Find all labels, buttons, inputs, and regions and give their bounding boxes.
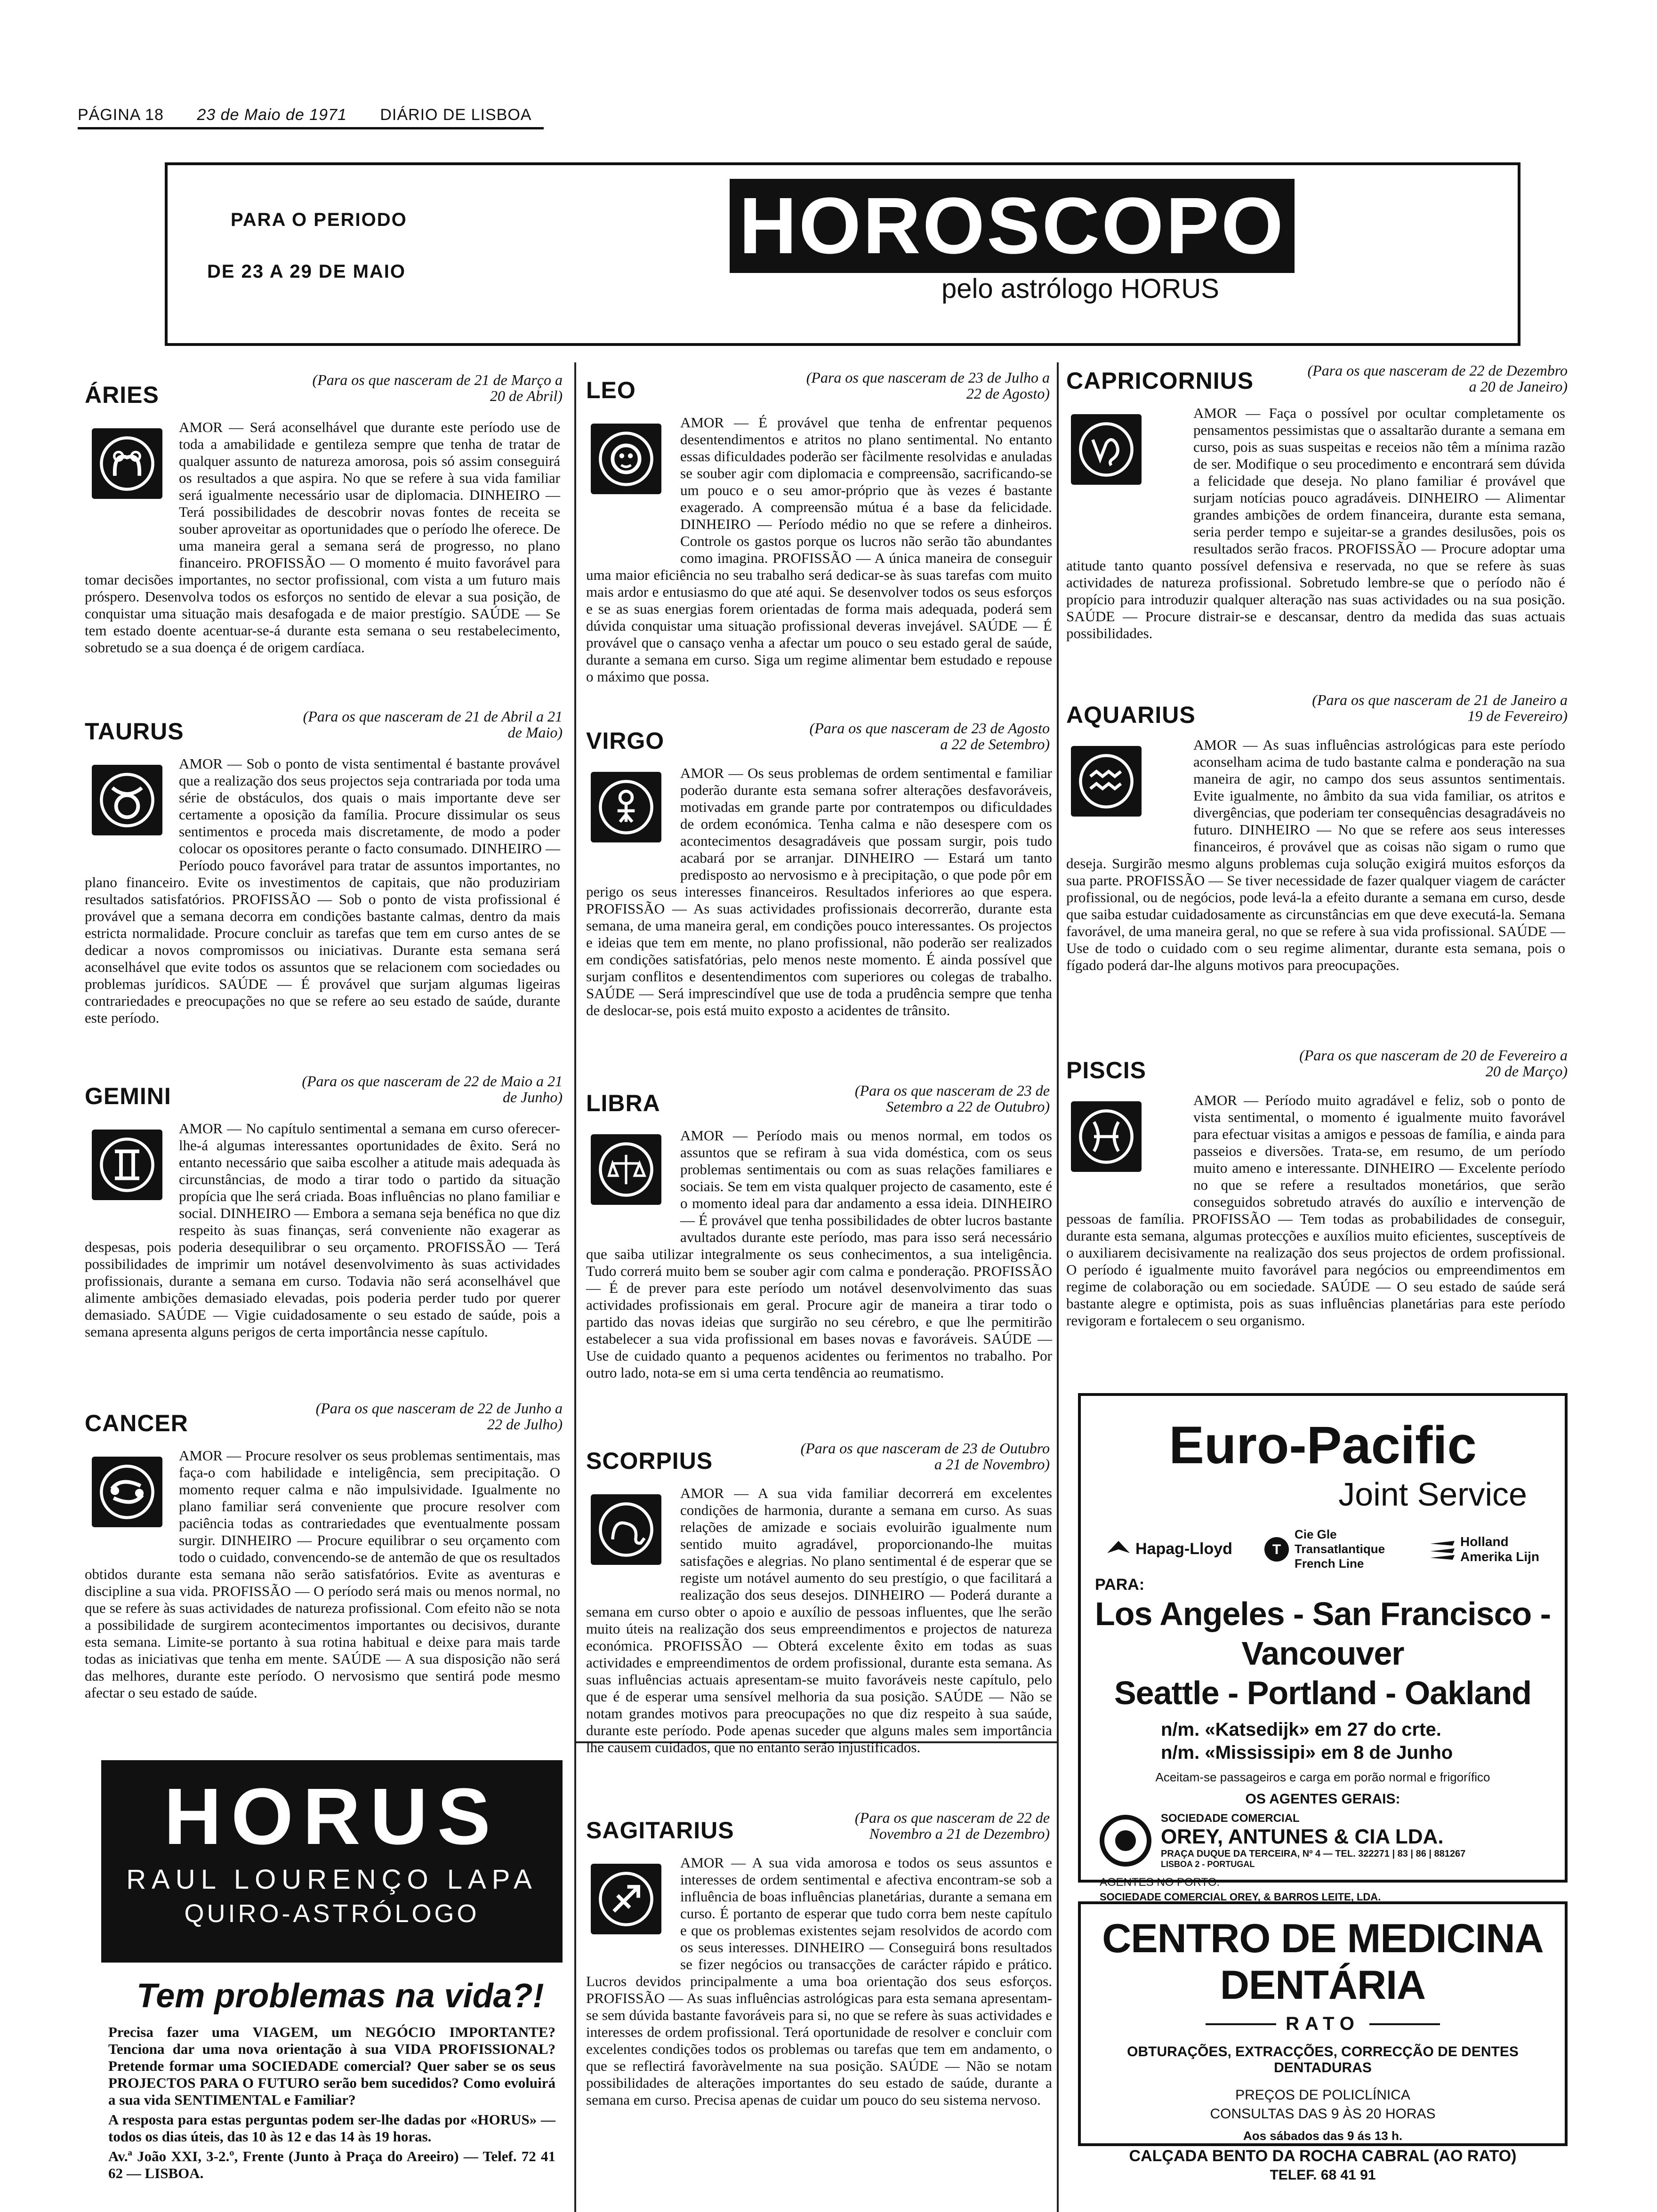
astrologer-byline: pelo astrólogo HORUS [941, 273, 1219, 304]
orey-antunes-logo-icon [1100, 1815, 1151, 1867]
dental-services: OBTURAÇÕES, EXTRACÇÕES, CORRECÇÃO DE DENTES DENTADURAS [1127, 2044, 1519, 2076]
cargo-note: Aceitam-se passageiros e carga em porão normal e frigorífico [1155, 1770, 1490, 1784]
issue-date: 23 de Maio de 1971 [197, 106, 347, 124]
leo-text: AMOR — É provável que tenha de enfrentar pequenos desentendimentos e atritos no plano sentimental. No entanto essas dificuldades poderão ser fàcilmente resolvidas e anuladas se souber agir com diplomacia e compreensão, sacrificando-se um pouco e o seu amor-próprio que às vezes é bastante exagerado. A compreensão mútua é a base da felicidade. DINHEIRO — Período médio no que se refere a dinheiros. Controle os gastos porque os lucros não serão tão abundantes como imagina. PROFISSÃO — A única maneira de conseguir uma maior eficiência no seu trabalho será dedicar-se às suas tarefas com muito mais ardor e entusiasmo do que até aqui. Se desenvolver todos os seus esforços e se as suas energias forem orientadas de forma mais adequada, poderá sem dúvida conquistar uma situação profissional deveras invejável. SAÚDE — É provável que o cansaço venha a afectar um pouco o seu estado geral de saúde, durante a semana em curso. Siga um regime alimentar bem estudado e repouse o máximo que possa. [586, 414, 1052, 685]
gemini-text: AMOR — No capítulo sentimental a semana em curso oferecer-lhe-á algumas interessantes oportunidades de êxito. Será no entanto necessário que saiba escolher a atitude mais adequada às circunstâncias, de modo a tirar todo o partido da situação propícia que lhe será criada. Boas influências no plano familiar e social. DINHEIRO — Embora a semana seja benéfica no que diz respeito às suas finanças, será conveniente não exagerar as despesas, pois poderia desequilibrar o seu orçamento. PROFISSÃO — Terá possibilidades de imprimir um notável desenvolvimento às suas actividades profissionais, durante a semana em curso. Todavia não será aconselhável que alimente ambições demasiado elevadas, pois poderia perder tudo por querer demasiado. SAÚDE — Vigie cuidadosamente o seu estado de saúde, pois a semana apresenta alguns perigos de certa importância nesse capítulo. [85, 1120, 561, 1340]
scorpius-title: SCORPIUS [586, 1448, 713, 1474]
period-line-1: PARA O PERIODO [231, 209, 407, 230]
destinations-line-1: Los Angeles - San Francisco - Vancouver [1094, 1595, 1551, 1672]
dental-sub-row [1081, 2013, 1565, 2035]
svg-text:T: T [1272, 1541, 1281, 1557]
capricornius-dates: (Para os que nasceram de 22 de Dezembro a 20 de Janeiro) [1307, 362, 1568, 395]
euro-pacific-subtitle: Joint Service [1338, 1476, 1527, 1513]
dental-title: CENTRO DE MEDICINA DENTÁRIA [1102, 1916, 1544, 2008]
agent-company-name: OREY, ANTUNES & CIA LDA. [1161, 1825, 1444, 1848]
leo-title: LEO [586, 377, 636, 403]
destinations-label: PARA: [1095, 1576, 1145, 1594]
taurus-text: AMOR — Sob o ponto de vista sentimental é bastante provável que a realização dos seus projectos seja contrariada por toda uma série de obstáculos, dos quais o mais importante deve ser certamente a oposição da família. Procure dissimular os seus sentimentos e proceda mais discretamente, de modo a poder colocar os opositores perante o facto consumado. DINHEIRO — Período pouco favorável para tratar de assuntos importantes, no plano financeiro. Evite os investimentos de capitais, que não produziriam resultados satisfatórios. PROFISSÃO — Sob o ponto de vista profissional é provável que a semana decorra em condições bastante calmas, dentro da mais estricta normalidade. Procure concluir as tarefas que tem em curso antes de se dedicar a novos compromissos ou iniciativas. Durante esta semana será aconselhável que evite todos os assuntos que se relacionem com sociedades ou problemas jurídicos. SAÚDE — É provável que surjam algumas ligeiras contrariedades e preocupações no que se refere ao seu estado de saúde, durante este período. [85, 755, 560, 1026]
cancer-text: AMOR — Procure resolver os seus problemas sentimentais, mas faça-o com habilidade e inteligência, sem precipitação. O momento requer calma e não impulsividade. Igualmente no plano familiar será conveniente que procure resolver com paciência todas as contrariedades que eventualmente possam surgir. DINHEIRO — Procure equilibrar o seu orçamento com todo o cuidado, convencendo-se de antemão de que os resultados obtidos durante esta semana não serão satisfatórios. Evite as aventuras e discipline a sua vida. PROFISSÃO — O período será mais ou menos normal, no que se refere às suas actividades de natureza profissional. Com efeito não se nota a possibilidade de surgirem acontecimentos importantes ou decisivos, durante esta semana. Limite-se portanto à sua rotina habitual e deixe para mais tarde todas as iniciativas que tenha em mente. SAÚDE — A sua disposição não será das melhores, durante este período. O nervosismo que sentirá pode mesmo afectar o seu estado de saúde. [85, 1447, 560, 1701]
carrier-french-line: T Cie Gle Transatlantique French Line [1263, 1527, 1398, 1571]
libra-title: LIBRA [586, 1090, 660, 1116]
column-rule-2 [1057, 362, 1059, 2212]
horoscope-title: HOROSCOPO [730, 179, 1295, 273]
porto-agents-label: AGENTES NO PORTO: [1100, 1876, 1220, 1889]
header-rule [78, 127, 544, 129]
virgo-title: VIRGO [586, 728, 665, 754]
ship-1: n/m. «Katsedijk» em 27 do crte. [1161, 1719, 1441, 1740]
horus-hours: A resposta para estas perguntas podem ser-lhe dadas por «HORUS» — todos os dias úteis, das 10 às 12 e das 14 às 19 horas. [108, 2111, 555, 2145]
virgo-text: AMOR — Os seus problemas de ordem sentimental e familiar poderão durante esta semana sofrer alterações desfavoráveis, motivadas em grande parte por contratempos ou dificuldades de ordem económica. Tenha calma e não desespere com os acontecimentos desagradáveis que possam surgir, pois tudo acabará por se arranjar. DINHEIRO — Estará um tanto predisposto ao nervosismo e à precipitação, o que pode pôr em perigo os seus interesses financeiros. Resultados inferiores ao que espera. PROFISSÃO — As suas actividades profissionais decorrerão, durante esta semana, de uma maneira geral, em condições pouco interessantes. Os projectos e ideias que tem em mente, no plano profissional, não poderão ser realizados em condições satisfatórias, pelo menos neste momento. É ainda possível que surjam conflitos e desentendimentos com superiores ou colegas de trabalho. SAÚDE — Será imprescindível que use de toda a prudência sempre que tenha de deslocar-se, pois está muito exposto a acidentes de trânsito. [586, 765, 1052, 1018]
sagitarius-text: AMOR — A sua vida amorosa e todos os seus assuntos e interesses de ordem sentimental e afectiva encontram-se sob a influência de boas influências planetárias, durante a semana em curso. É portanto de esperar que tudo corra bem neste capítulo e que os problemas existentes sejam resolvidos de acordo com os seus interesses. DINHEIRO — Conseguirá bons resultados se fizer negócios ou transacções de carácter rápido e prático. Lucros devidos principalmente a uma boa orientação dos seus esforços. PROFISSÃO — As suas influências astrológicas para esta semana apresentam-se sem dúvida bastante favoráveis para si, no que se refere às suas actividades e interesses de ordem profissional. Terá oportunidade de resolver e concluir com excelentes condições todos os problemas ou tarefas que tem em andamento, o que se reflectirá favoràvelmente na sua posição. SAÚDE — Não se notam possibilidades de alterações importantes do seu estado de saúde, durante a semana em curso. Precisa apenas de cuidar um pouco do seu sistema nervoso. [586, 1854, 1052, 2108]
aries-dates: (Para os que nasceram de 21 de Março a 20 de Abril) [312, 371, 563, 404]
destinations-line-2: Seattle - Portland - Oakland [1114, 1675, 1532, 1711]
scorpius-text: AMOR — A sua vida familiar decorrerá em excelentes condições de harmonia, durante a semana em curso. As suas relações de amizade e sociais evoluirão igualmente num sentido muito agradável, proporcionando-lhe muitas satisfações e alegrias. No plano sentimental é de esperar que se registe um notável aumento do seu prestígio, o que facilitará a realização dos seus desejos. DINHEIRO — Poderá durante a semana em curso obter o apoio e auxílio de pessoas influentes, que lhe serão muito úteis na realização dos seus empreendimentos e projectos de natureza económica. PROFISSÃO — Obterá excelente êxito em todas as suas actividades e empreendimentos de ordem profissional, durante esta semana. As suas influências actuais apresentam-se muito favoráveis neste capítulo, pelo que é de esperar uma sensível melhoria da sua posição. SAÚDE — Não se notam grandes motivos para preocupações no que diz respeito à sua saúde, durante este período. Pode apenas suceder que alguns males sem importância lhe causem cuidados, que no entanto serão injustificados. [586, 1485, 1052, 1755]
euro-pacific-ad [1078, 1393, 1568, 1903]
euro-pacific-title: Euro-Pacific [1169, 1416, 1477, 1475]
agent-company-city: LISBOA 2 - PORTUGAL [1161, 1859, 1255, 1869]
period-line-2: DE 23 A 29 DE MAIO [207, 261, 406, 282]
carrier-hapag: Hapag-Lloyd [1105, 1536, 1232, 1563]
virgo-dates: (Para os que nasceram de 23 de Agosto a 22 de Setembro) [809, 720, 1050, 753]
carrier-logos [1090, 1527, 1555, 1571]
aquarius-text: AMOR — As suas influências astrológicas para este período aconselham acima de tudo bastante calma e ponderação na sua maneira de agir, no campo dos seus assuntos sentimentais. Evite igualmente, no âmbito da sua vida familiar, os atritos e divergências, que poderiam ter consequências desagradáveis no futuro. DINHEIRO — No que se refere aos seus interesses financeiros, é provável que as coisas não sigam o rumo que deseja. Surgirão mesmo alguns problemas cuja solução exigirá muitos esforços da sua parte. PROFISSÃO — Se tiver necessidade de fazer qualquer viagem de carácter profissional, ou de negócios, pode levá-la a efeito durante a semana em curso, desde que saiba estudar cuidadosamente as circunstâncias em que deve executá-la. Semana favorável, de uma maneira geral, no que se refere à sua vida profissional. SAÚDE — Use de todo o cuidado com o seu regime alimentar, durante esta semana, pois o fígado poderá dar-lhe alguns motivos para preocupações. [1066, 737, 1565, 973]
agent-company-address: PRAÇA DUQUE DA TERCEIRA, Nº 4 — TEL. 322271 | 83 | 86 | 881267 [1161, 1849, 1466, 1859]
carrier-holland: Holland Amerika Lijn [1428, 1534, 1540, 1564]
libra-text: AMOR — Período mais ou menos normal, em todos os assuntos que se refiram à sua vida doméstica, com os seus problemas sentimentais ou com as suas relações familiares e sociais. Se tem em vista qualquer projecto de casamento, este é o momento ideal para dar andamento a essa ideia. DINHEIRO — É provável que tenha possibilidades de obter lucros bastante avultados durante este período, mas para isso será necessário que saiba utilizar integralmente os seus conhecimentos, a sua inteligência. Tudo correrá muito bem se souber agir com calma e ponderação. PROFISSÃO — É de prever para este período um notável desenvolvimento das suas actividades profissionais em geral. Procure agir de maneira a tirar todo o partido das novas ideias que surgirão no seu cérebro, e que lhe permitirão estabelecer a sua vida profissional em bases novas e favoráveis. SAÚDE — Use de cuidado quanto a pequenos acidentes ou ferimentos no trabalho. Por outro lado, nota-se em si uma certa tendência ao reumatismo. [586, 1127, 1052, 1381]
column-rule-1 [574, 362, 576, 2212]
french-line-logo-icon [1263, 1535, 1291, 1563]
gemini-title: GEMINI [85, 1083, 171, 1109]
dental-location: RATO [1286, 2013, 1360, 2034]
dental-prices: PREÇOS DE POLICLÍNICA [1235, 2087, 1410, 2103]
aquarius-title: AQUARIUS [1066, 702, 1196, 728]
horus-ad-banner [101, 1760, 563, 1963]
horus-headline: Tem problemas na vida?! [137, 1977, 544, 2015]
piscis-text: AMOR — Período muito agradável e feliz, sob o ponto de vista sentimental, o momento é igualmente muito favorável para efectuar visitas a amigos e pessoas de família, e ainda para passeios e diversões. Trata-se, em resumo, de um período muito ameno e interessante. DINHEIRO — Excelente período no que se refere a resultados monetários, que serão conseguidos sobretudo através do auxílio e intervenção de pessoas de família. PROFISSÃO — Tem todas as probabilidades de conseguir, durante esta semana, algumas protecções e auxílios muito eficientes, susceptíveis de o auxiliarem decisivamente na realização dos seus projectos de ordem profissional. O período é igualmente muito favorável para negócios ou empreendimentos em regime de colaboração ou em sociedade. SAÚDE — O seu estado de saúde será bastante alegre e optimista, pois as suas influências planetárias para este período revigoram e fortalecem o seu organismo. [1066, 1092, 1565, 1329]
sagitarius-title: SAGITARIUS [586, 1817, 734, 1843]
dental-hours: CONSULTAS DAS 9 ÀS 20 HORAS [1210, 2106, 1436, 2122]
horus-address: Av.ª João XXI, 3-2.º, Frente (Junto à Praça do Areeiro) — Telef. 72 41 62 — LISBOA. [108, 2148, 555, 2181]
capricornius-title: CAPRICORNIUS [1066, 368, 1254, 394]
dental-rule-left [1206, 2023, 1276, 2025]
agents-title: OS AGENTES GERAIS: [1245, 1791, 1400, 1807]
ship-2: n/m. «Mississipi» em 8 de Junho [1161, 1742, 1453, 1763]
dental-saturday: Aos sábados das 9 ás 13 h. [1243, 2129, 1403, 2143]
gemini-dates: (Para os que nasceram de 22 de Maio a 21 de Junho) [302, 1073, 563, 1106]
agent-company-small: SOCIEDADE COMERCIAL [1161, 1812, 1300, 1825]
horus-body: Precisa fazer uma VIAGEM, um NEGÓCIO IMPORTANTE? Tenciona dar uma nova orientação à sua VIDA PROFISSIONAL? Pretende formar uma SOCIEDADE comercial? Quer saber se os seus PROJECTOS PARA O FUTURO serão bem sucedidos? Como evoluirá a sua vida SENTIMENTAL e Familiar? [108, 2024, 555, 2108]
libra-dates: (Para os que nasceram de 23 de Setembro a 22 de Outubro) [854, 1082, 1050, 1115]
hapag-lloyd-logo-icon [1105, 1536, 1132, 1563]
horus-logo: HORUS [164, 1772, 500, 1861]
newspaper-name: DIÁRIO DE LISBOA [380, 106, 532, 124]
sagitarius-dates: (Para os que nasceram de 22 de Novembro a 21 de Dezembro) [854, 1809, 1050, 1842]
piscis-dates: (Para os que nasceram de 20 de Fevereiro a 20 de Março) [1299, 1047, 1568, 1080]
horus-role: QUIRO-ASTRÓLOGO [184, 1899, 480, 1928]
taurus-title: TAURUS [85, 718, 184, 745]
scorpius-dates: (Para os que nasceram de 23 de Outubro a 21 de Novembro) [800, 1440, 1050, 1473]
dental-rule-right [1369, 2023, 1440, 2025]
horus-astrologer-name: RAUL LOURENÇO LAPA [126, 1864, 538, 1895]
dental-address: CALÇADA BENTO DA ROCHA CABRAL (AO RATO) [1129, 2147, 1517, 2165]
dental-clinic-ad [1078, 1901, 1568, 2183]
piscis-title: PISCIS [1066, 1057, 1146, 1083]
agent-company [1100, 1812, 1565, 1869]
page-number: PÁGINA 18 [78, 106, 164, 124]
capricornius-text: AMOR — Faça o possível por ocultar completamente os pensamentos pessimistas que o assaltarão durante a semana em curso, pois as suas suspeitas e receios não têm a mínima razão de ser. Modifique o seu procedimento e encontrará sem dúvida a felicidade que deseja. No plano familiar é provável que surjam notícias pouco agradáveis. DINHEIRO — Alimentar grandes ambições de ordem financeira, durante esta semana, seria perder tempo e sujeitar-se a grandes desilusões, pois os resultados serão fracos. PROFISSÃO — Procure adoptar uma atitude tanto quanto possível defensiva e reservada, no que se refere às suas actividades de natureza profissional. Sobretudo lembre-se que o período não é propício para introduzir qualquer alteração nas suas actividades ou na sua posição. SAÚDE — Procure distrair-se e descansar, dentro da medida das suas actuais possibilidades. [1066, 405, 1565, 641]
porto-agents-company: SOCIEDADE COMERCIAL OREY, & BARROS LEITE, LDA. [1100, 1891, 1381, 1903]
aquarius-dates: (Para os que nasceram de 21 de Janeiro a 19 de Fevereiro) [1312, 691, 1568, 724]
leo-dates: (Para os que nasceram de 23 de Julho a 22 de Agosto) [806, 369, 1050, 402]
holland-amerika-logo-icon [1428, 1539, 1456, 1560]
cancer-title: CANCER [85, 1410, 188, 1436]
horus-ad-text [108, 2024, 555, 2182]
cancer-dates: (Para os que nasceram de 22 de Junho a 22 de Julho) [315, 1400, 563, 1433]
taurus-dates: (Para os que nasceram de 21 de Abril a 21 de Maio) [303, 708, 563, 741]
dental-phone: TELEF. 68 41 91 [1270, 2167, 1376, 2183]
aries-text: AMOR — Será aconselhável que durante este período use de toda a amabilidade e gentileza sempre que tenha de tratar de qualquer assunto de natureza amorosa, pois só assim conseguirá os resultados a que aspira. No que se refere à sua vida familiar será igualmente necessário usar de diplomacia. DINHEIRO — Terá possibilidades de descobrir novas fontes de receita se souber aproveitar as oportunidades que o período lhe oferece. De uma maneira geral a semana será de progresso, no plano financeiro. PROFISSÃO — O momento é muito favorável para tomar decisões importantes, no sector profissional, com vista a um futuro mais próspero. Desenvolva todos os esforços no sentido de elevar a sua posição, de conquistar uma situação mais desafogada e de maior prestígio. SAÚDE — Se tem estado doente acentuar-se-á durante esta semana o seu restabelecimento, sobretudo se a sua doença é de origem cardíaca. [85, 419, 560, 656]
aries-title: ÁRIES [85, 382, 159, 408]
running-head [78, 106, 560, 124]
